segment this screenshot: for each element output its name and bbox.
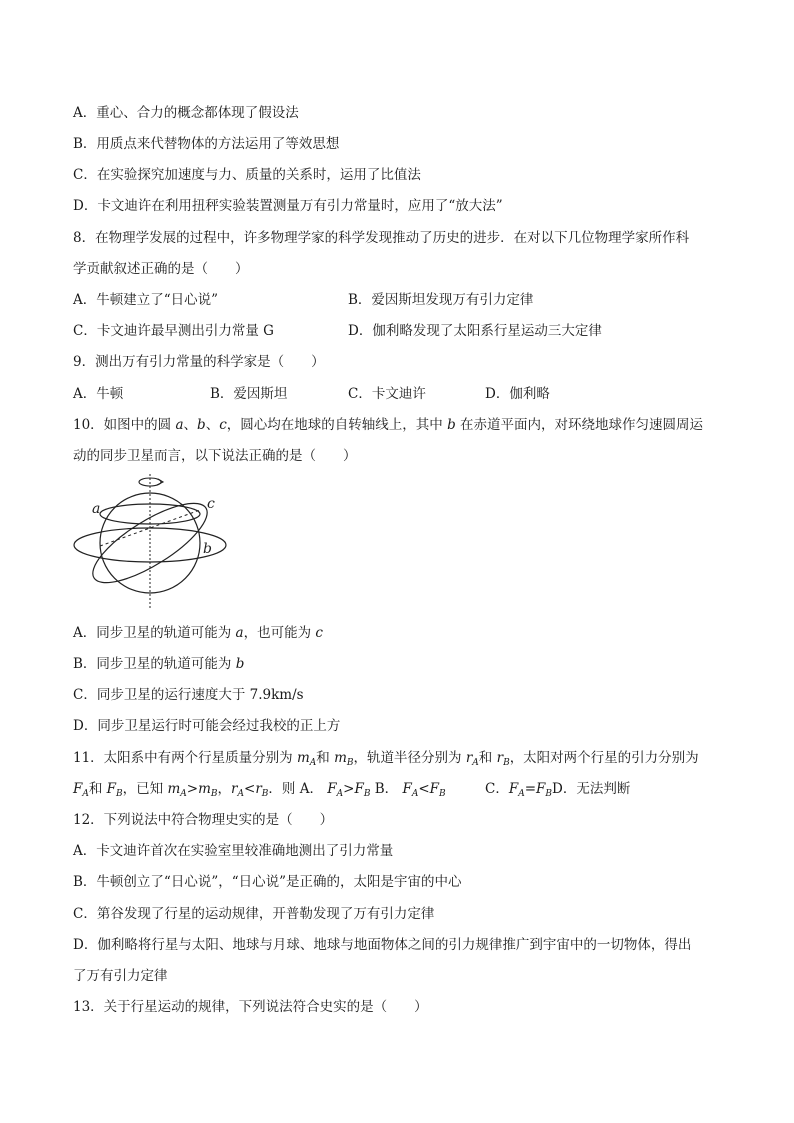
subscript: B (210, 789, 218, 799)
subscript: A (336, 789, 344, 799)
var-m: m (334, 750, 347, 766)
var-f: F (429, 781, 440, 797)
subscript: B (261, 789, 269, 799)
separator: 、 (183, 417, 198, 433)
label-a: a (92, 501, 101, 517)
q12-option-d-line1: D．伽利略将行星与太阳、地球与月球、地球与地面物体之间的引力规律推广到宇宙中的一切物体，得出 (73, 937, 692, 953)
q11-text: 和 (88, 781, 107, 797)
subscript: A (82, 789, 89, 799)
q8-option-b: B．爱因斯坦发现万有引力定律 (348, 292, 534, 308)
q9-option-d: D．伽利略 (485, 386, 550, 402)
q12-option-a: A．卡文迪许首次在实验室里较准确地测出了引力常量 (73, 843, 394, 859)
subscript: B (439, 789, 446, 799)
subscript: A (309, 758, 317, 768)
var-r: r (496, 750, 504, 766)
q10-stem-line1 (73, 415, 733, 435)
subscript: A (411, 789, 419, 799)
subscript: A (518, 789, 525, 799)
var-a: a (175, 417, 184, 433)
operator: > (343, 781, 355, 797)
q9-stem: 9．测出万有引力常量的科学家是（ ） (73, 354, 325, 370)
orbits-diagram (72, 470, 232, 615)
earth-orbits-figure (72, 470, 232, 615)
q11-text: ，轨道半径分别为 (353, 750, 466, 766)
var-a: a (235, 625, 244, 641)
q10-stem-text: 10．如图中的圆 (73, 417, 176, 433)
q10-option-b (73, 654, 733, 674)
q10-stem-line2: 动的同步卫星而言，以下说法正确的是（ ） (73, 448, 357, 464)
var-c: c (219, 417, 227, 433)
subscript: B (116, 789, 123, 799)
q12-option-c: C．第谷发现了行星的运动规律，开普勒发现了万有引力定律 (73, 906, 435, 922)
separator: 、 (205, 417, 220, 433)
var-m: m (198, 781, 211, 797)
operator: < (244, 781, 256, 797)
q11-text: 和 (316, 750, 335, 766)
var-r: r (465, 750, 473, 766)
q11-stem-line1 (73, 748, 733, 773)
q11-options-cd (485, 779, 630, 804)
q11-text: 11．太阳系中有两个行星质量分别为 (73, 750, 297, 766)
q11-text: ，已知 (122, 781, 168, 797)
q10-option-a (73, 623, 733, 643)
label-c: c (207, 496, 215, 512)
q7-option-c: C．在实验探究加速度与力、质量的关系时，运用了比值法 (73, 167, 421, 183)
q11-text: ．则 A． (268, 781, 328, 797)
arrowhead-icon (157, 479, 163, 485)
q12-stem: 12．下列说法中符合物理史实的是（ ） (73, 812, 334, 828)
q9-option-c: C．卡文迪许 (348, 386, 426, 402)
q8-stem-line2: 学贡献叙述正确的是（ ） (73, 261, 249, 277)
operator: > (186, 781, 199, 797)
subscript: A (180, 789, 187, 799)
q8-option-a: A．牛顿建立了“日心说” (73, 292, 219, 308)
var-b: b (447, 417, 456, 433)
var-f: F (508, 781, 519, 797)
q11-text: ，太阳对两个行星的引力分别为 (509, 750, 699, 766)
q7-option-b: B．用质点来代替物体的方法运用了等效思想 (73, 136, 340, 152)
q11-option-d: D．无法判断 (552, 781, 631, 797)
var-r: r (231, 781, 238, 797)
var-f: F (536, 781, 546, 797)
q11-stem-line2 (73, 779, 733, 804)
q10-option-c: C．同步卫星的运行速度大于 7.9km/s (73, 687, 304, 703)
q8-stem-line1: 8．在物理学发展的过程中，许多物理学家的科学发现推动了历史的进步．在对以下几位物理学家所作科 (73, 230, 690, 246)
q10-stem-text: 在赤道平面内，对环绕地球作匀速圆周运 (455, 417, 704, 433)
subscript: B (363, 789, 371, 799)
var-f: F (106, 781, 117, 797)
q8-option-c: C．卡文迪许最早测出引力常量 G (73, 323, 274, 339)
var-b: b (235, 656, 245, 672)
var-f: F (73, 781, 83, 797)
var-c: c (315, 625, 323, 641)
q10-option-d: D．同步卫星运行时可能会经过我校的正上方 (73, 718, 341, 734)
var-r: r (255, 781, 262, 797)
var-b: b (197, 417, 206, 433)
q7-option-a: A．重心、合力的概念都体现了假设法 (73, 105, 299, 121)
q9-option-a: A．牛顿 (73, 386, 124, 402)
var-m: m (296, 750, 310, 766)
q11-option-c-label: C． (485, 781, 509, 797)
operator: = (524, 781, 537, 797)
separator: ， (217, 781, 232, 797)
option-text: ，也可能为 (243, 625, 316, 641)
q7-option-d: D．卡文迪许在利用扭秤实验装置测量万有引力常量时，应用了“放大法” (73, 198, 503, 214)
q8-option-d: D．伽利略发现了太阳系行星运动三大定律 (348, 323, 602, 339)
operator: < (418, 781, 430, 797)
q13-stem: 13．关于行星运动的规律，下列说法符合史实的是（ ） (73, 999, 428, 1015)
var-f: F (402, 781, 412, 797)
q9-option-b: B．爱因斯坦 (210, 386, 288, 402)
q11-text: 和 (478, 750, 497, 766)
q12-option-d-line2: 了万有引力定律 (73, 968, 168, 984)
subscript: A (237, 789, 244, 799)
q12-option-b: B．牛顿创立了“日心说”，“日心说”是正确的，太阳是宇宙的中心 (73, 874, 462, 890)
var-m: m (167, 781, 181, 797)
subscript: B (545, 789, 553, 799)
var-f: F (327, 781, 337, 797)
subscript: A (472, 758, 479, 768)
option-text: A．同步卫星的轨道可能为 (73, 625, 236, 641)
q10-stem-text: ，圆心均在地球的自转轴线上，其中 (226, 417, 448, 433)
var-f: F (354, 781, 364, 797)
subscript: B (503, 758, 510, 768)
subscript: B (346, 758, 354, 768)
label-b: b (203, 541, 212, 557)
q11-option-b-label: B． (370, 781, 403, 797)
option-text: B．同步卫星的轨道可能为 (73, 656, 236, 672)
